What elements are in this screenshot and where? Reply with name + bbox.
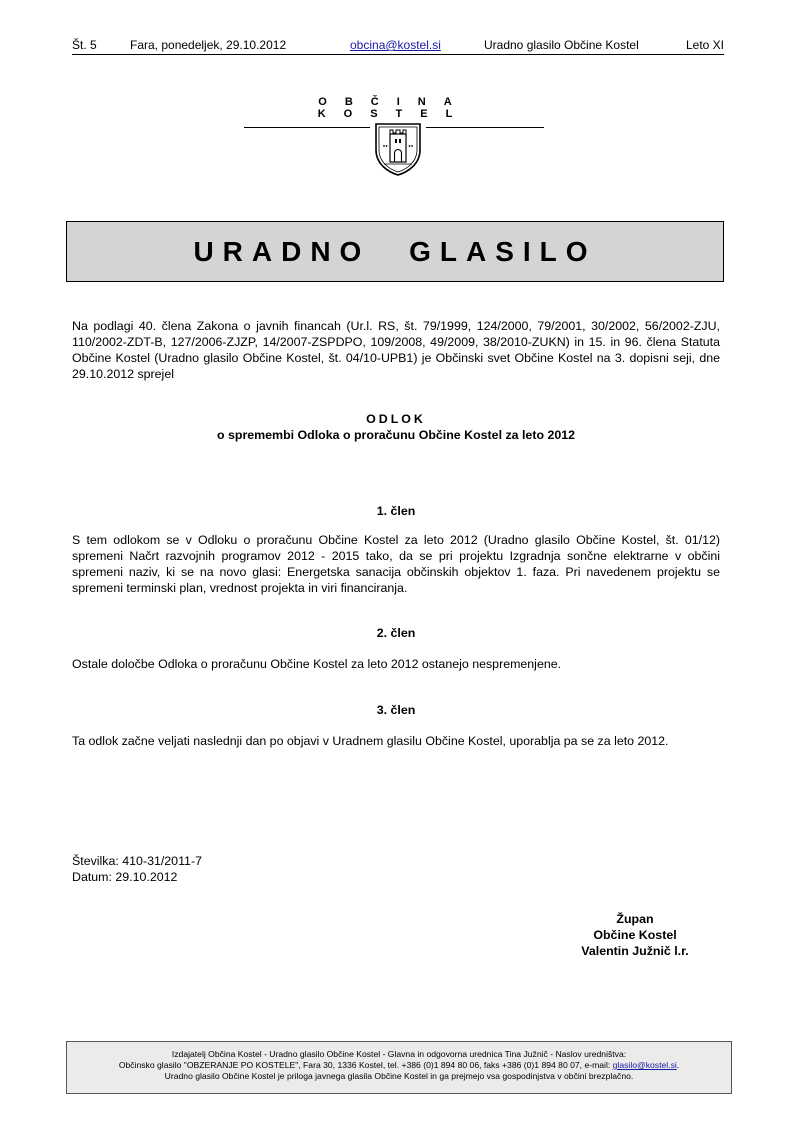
issue-number: Št. 5 [72, 38, 97, 52]
gazette-banner [66, 221, 724, 282]
header-email-link[interactable]: obcina@kostel.si [350, 38, 441, 52]
municipality-title: OBČINA KOSTEL [317, 96, 471, 120]
gazette-name: Uradno glasilo Občine Kostel [484, 38, 639, 52]
footer-contact-text: Občinsko glasilo "OBZERANJE PO KOSTELE", Fara 30, 1336 Kostel, tel. +386 (0)1 894 80 06, faks +386 (0)1 894 80 07, e-mail: [118, 1060, 613, 1070]
preamble-paragraph: Na podlagi 40. člena Zakona o javnih financah (Ur.l. RS, št. 79/1999, 124/2000, 79/2001, 30/2002, 56/2002-ZJU, 110/2002-ZDT-B, 127/2006-ZJZP, 14/2007-ZSPDPO, 109/2008, 49/2009, 38/2010-ZUKN) in 15. in 96. člena Statuta Občine Kostel (Uradno glasilo Občine Kostel, št. 04/10-UPB1) je Občinski svet Občine Kostel na 3. dopisni seji, dne 29.10.2012 sprejel [72, 319, 720, 381]
signature-block [560, 911, 710, 959]
issue-date-place: Fara, ponedeljek, 29.10.2012 [130, 38, 287, 52]
signatory-role: Župan [616, 912, 654, 926]
publisher-footer [66, 1041, 732, 1094]
document-date: Datum: 29.10.2012 [72, 870, 178, 884]
article-1-heading: 1. člen [376, 504, 416, 518]
footer-line-1: Izdajatelj Občina Kostel - Uradno glasilo Občine Kostel - Glavna in odgovorna urednica Tina Južnič - Naslov uredništva: [171, 1049, 627, 1059]
decree-title: ODLOK [366, 412, 426, 426]
coat-of-arms-icon [370, 120, 426, 176]
banner-title: URADNO GLASILO [193, 235, 597, 267]
document-meta [72, 853, 202, 885]
footer-line-3: Uradno glasilo Občine Kostel je priloga javnega glasila Občine Kostel in ga prejmejo vsa gospodinjstva v občini brezplačno. [164, 1071, 634, 1081]
signatory-name: Valentin Južnič l.r. [581, 944, 689, 958]
document-number: Številka: 410-31/2011-7 [72, 854, 202, 868]
article-2-heading: 2. člen [376, 626, 416, 640]
article-3-heading: 3. člen [376, 703, 416, 717]
footer-line-2: Občinsko glasilo "OBZERANJE PO KOSTELE", Fara 30, 1336 Kostel, tel. +386 (0)1 894 80 06, faks +386 (0)1 894 80 07, e-mail: glasilo@kostel.si. [118, 1060, 680, 1070]
volume-year: Leto XI [685, 38, 724, 52]
article-2-text: Ostale določbe Odloka o proračunu Občine Kostel za leto 2012 ostanejo nespremenjene. [72, 657, 562, 671]
footer-email-link[interactable]: glasilo@kostel.si [612, 1060, 677, 1070]
decree-subtitle: o spremembi Odloka o proračunu Občine Kostel za leto 2012 [216, 428, 576, 442]
signatory-org: Občine Kostel [593, 928, 677, 942]
article-1-text: S tem odlokom se v Odloku o proračunu Občine Kostel za leto 2012 (Uradno glasilo Občine Kostel, št. 01/12) spremeni Načrt razvojnih programov 2012 - 2015 tako, da se pri projektu Izgradnja sončne elektrarne v občini spremeni naziv, ki se na novo glasi: Energetska sanacija občinskih objektov 1. faza. Pri navedenem projektu se spremeni terminski plan, vrednost projekta in viri financiranja. [72, 533, 720, 595]
running-header [72, 38, 724, 55]
article-3-text: Ta odlok začne veljati naslednji dan po objavi v Uradnem glasilu Občine Kostel, uporablja pa se za leto 2012. [72, 734, 669, 748]
